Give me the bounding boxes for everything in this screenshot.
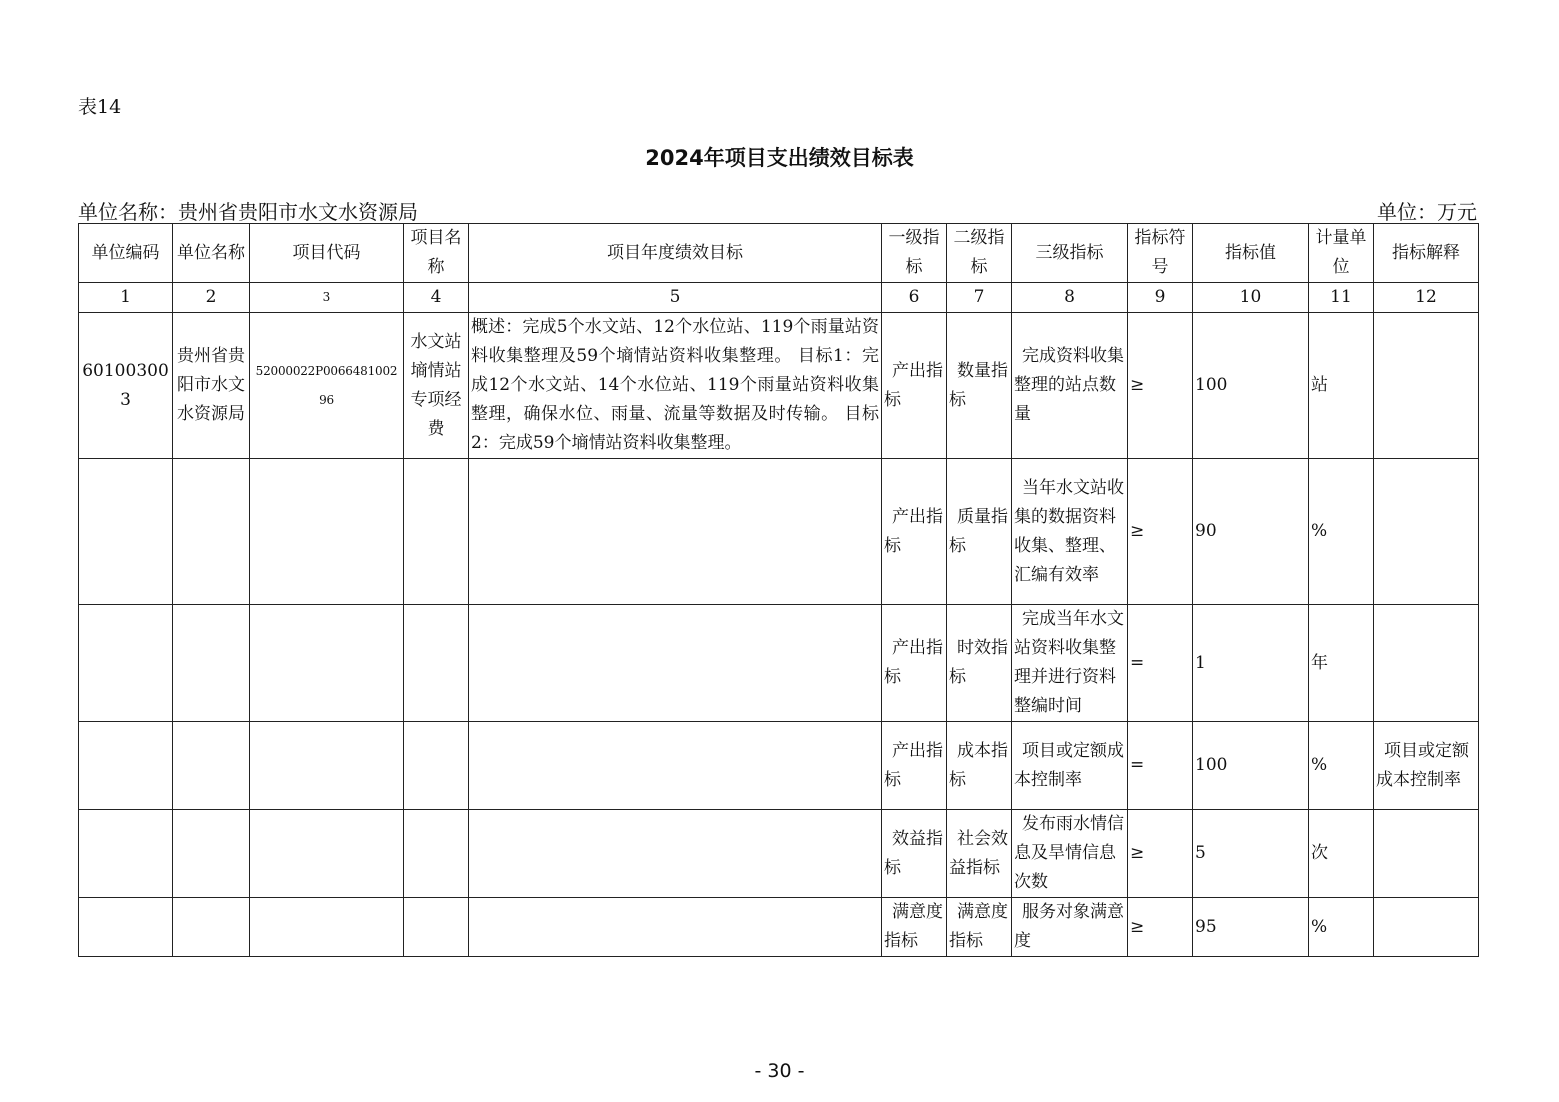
empty-cell — [173, 810, 250, 898]
empty-cell — [469, 459, 882, 605]
indicator-symbol: ≥ — [1128, 313, 1193, 459]
page-number: - 30 - — [754, 1060, 805, 1082]
indicator-symbol: ≥ — [1128, 810, 1193, 898]
empty-cell — [173, 898, 250, 957]
empty-cell — [173, 605, 250, 722]
level1-indicator: 满意度指标 — [882, 898, 947, 957]
indicator-symbol: ≥ — [1128, 459, 1193, 605]
empty-cell — [250, 605, 404, 722]
indicator-note: 项目或定额成本控制率 — [1374, 722, 1479, 810]
level2-indicator: 成本指标 — [947, 722, 1012, 810]
level1-indicator: 产出指标 — [882, 722, 947, 810]
header-cell: 指标值 — [1193, 224, 1309, 283]
measure-unit: % — [1309, 722, 1374, 810]
empty-cell — [79, 810, 173, 898]
unit-name-label: 单位名称：贵州省贵阳市水文水资源局 — [78, 200, 418, 224]
level2-indicator: 社会效益指标 — [947, 810, 1012, 898]
empty-cell — [250, 898, 404, 957]
performance-table — [78, 223, 1479, 957]
indicator-value: 100 — [1193, 722, 1309, 810]
table-row — [79, 313, 1479, 459]
header-row — [79, 224, 1479, 283]
table-row — [79, 898, 1479, 957]
header-cell: 指标解释 — [1374, 224, 1479, 283]
column-number: 4 — [404, 283, 469, 313]
level3-indicator: 完成当年水文站资料收集整理并进行资料整编时间 — [1012, 605, 1128, 722]
table-row — [79, 605, 1479, 722]
header-cell: 一级指标 — [882, 224, 947, 283]
empty-cell — [250, 810, 404, 898]
column-number: 11 — [1309, 283, 1374, 313]
empty-cell — [469, 810, 882, 898]
header-cell: 项目年度绩效目标 — [469, 224, 882, 283]
indicator-note — [1374, 459, 1479, 605]
indicator-symbol: ≥ — [1128, 898, 1193, 957]
table-row — [79, 722, 1479, 810]
level1-indicator: 效益指标 — [882, 810, 947, 898]
table-row — [79, 810, 1479, 898]
header-cell: 项目名称 — [404, 224, 469, 283]
empty-cell — [173, 722, 250, 810]
empty-cell — [404, 605, 469, 722]
empty-cell — [79, 605, 173, 722]
measure-unit: % — [1309, 459, 1374, 605]
empty-cell — [469, 722, 882, 810]
column-number: 10 — [1193, 283, 1309, 313]
page-title: 2024年项目支出绩效目标表 — [645, 146, 914, 170]
column-number: 8 — [1012, 283, 1128, 313]
empty-cell — [469, 605, 882, 722]
column-number: 7 — [947, 283, 1012, 313]
indicator-value: 5 — [1193, 810, 1309, 898]
column-number: 5 — [469, 283, 882, 313]
header-cell: 计量单位 — [1309, 224, 1374, 283]
header-cell: 单位名称 — [173, 224, 250, 283]
column-number: 1 — [79, 283, 173, 313]
measure-unit: 次 — [1309, 810, 1374, 898]
empty-cell — [250, 722, 404, 810]
level3-indicator: 当年水文站收集的数据资料收集、整理、汇编有效率 — [1012, 459, 1128, 605]
header-cell: 单位编码 — [79, 224, 173, 283]
empty-cell — [404, 722, 469, 810]
project-name-cell: 水文站墒情站专项经费 — [404, 313, 469, 459]
header-cell: 指标符号 — [1128, 224, 1193, 283]
indicator-value: 1 — [1193, 605, 1309, 722]
level3-indicator: 项目或定额成本控制率 — [1012, 722, 1128, 810]
column-number: 3 — [250, 283, 404, 313]
empty-cell — [79, 722, 173, 810]
indicator-note — [1374, 605, 1479, 722]
level2-indicator: 数量指标 — [947, 313, 1012, 459]
table-label: 表14 — [78, 96, 122, 118]
measure-unit: 年 — [1309, 605, 1374, 722]
empty-cell — [404, 898, 469, 957]
measure-unit: 站 — [1309, 313, 1374, 459]
column-number: 2 — [173, 283, 250, 313]
level2-indicator: 满意度指标 — [947, 898, 1012, 957]
empty-cell — [79, 898, 173, 957]
level1-indicator: 产出指标 — [882, 459, 947, 605]
empty-cell — [79, 459, 173, 605]
header-cell: 二级指标 — [947, 224, 1012, 283]
project-code-cell: 52000022P006648100296 — [250, 313, 404, 459]
table-row — [79, 459, 1479, 605]
indicator-symbol: = — [1128, 722, 1193, 810]
header-cell: 三级指标 — [1012, 224, 1128, 283]
indicator-value: 95 — [1193, 898, 1309, 957]
level1-indicator: 产出指标 — [882, 605, 947, 722]
indicator-note — [1374, 810, 1479, 898]
money-unit-label: 单位：万元 — [1377, 200, 1477, 224]
unit-name-cell: 贵州省贵阳市水文水资源局 — [173, 313, 250, 459]
empty-cell — [469, 898, 882, 957]
empty-cell — [404, 810, 469, 898]
empty-cell — [404, 459, 469, 605]
level3-indicator: 服务对象满意度 — [1012, 898, 1128, 957]
empty-cell — [173, 459, 250, 605]
measure-unit: % — [1309, 898, 1374, 957]
column-number: 6 — [882, 283, 947, 313]
unit-code-cell: 601003003 — [79, 313, 173, 459]
annual-goal-cell: 概述：完成5个水文站、12个水位站、119个雨量站资料收集整理及59个墒情站资料收集整理。 目标1：完成12个水文站、14个水位站、119个雨量站资料收集整理，确保水位、雨量、流量等数据及时传输。 目标2：完成59个墒情站资料收集整理。 — [469, 313, 882, 459]
column-number-row — [79, 283, 1479, 313]
indicator-note — [1374, 898, 1479, 957]
column-number: 9 — [1128, 283, 1193, 313]
level2-indicator: 质量指标 — [947, 459, 1012, 605]
indicator-symbol: = — [1128, 605, 1193, 722]
column-number: 12 — [1374, 283, 1479, 313]
header-cell: 项目代码 — [250, 224, 404, 283]
indicator-note — [1374, 313, 1479, 459]
indicator-value: 90 — [1193, 459, 1309, 605]
level3-indicator: 完成资料收集整理的站点数量 — [1012, 313, 1128, 459]
level1-indicator: 产出指标 — [882, 313, 947, 459]
level2-indicator: 时效指标 — [947, 605, 1012, 722]
indicator-value: 100 — [1193, 313, 1309, 459]
empty-cell — [250, 459, 404, 605]
level3-indicator: 发布雨水情信息及旱情信息次数 — [1012, 810, 1128, 898]
